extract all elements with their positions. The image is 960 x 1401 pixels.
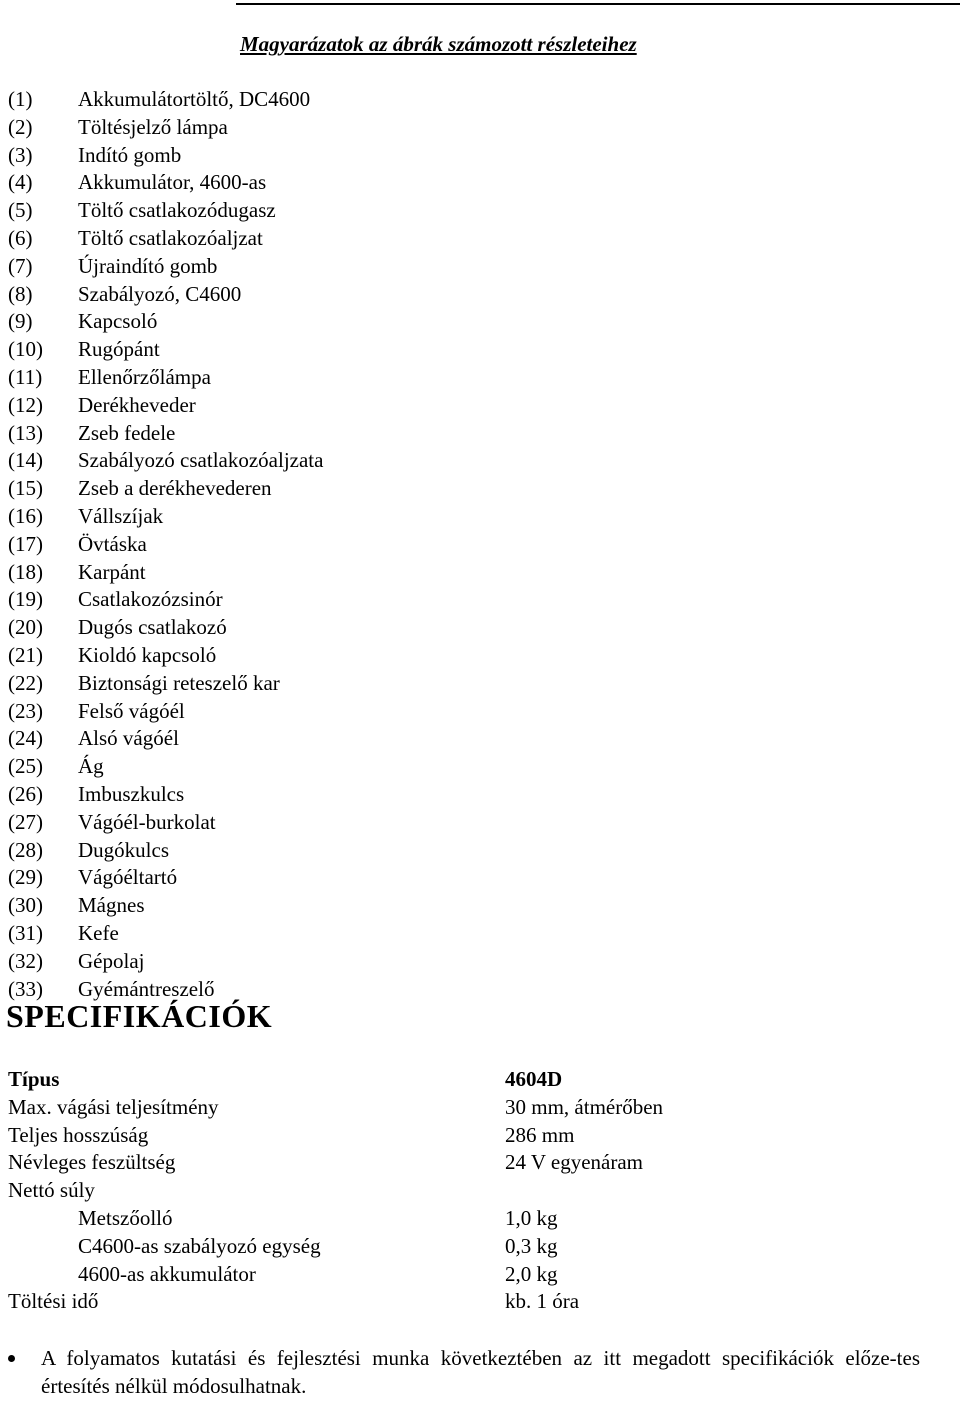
legend-number: (7) <box>8 253 33 278</box>
legend-item <box>8 920 323 948</box>
spec-label: Típus <box>8 1067 60 1091</box>
legend-item <box>8 864 323 892</box>
legend-label: Övtáska <box>78 531 147 556</box>
specification-note <box>8 1345 920 1401</box>
legend-item <box>8 753 323 781</box>
spec-value: 286 mm <box>505 1122 575 1147</box>
legend-number: (12) <box>8 392 43 417</box>
legend-item <box>8 586 323 614</box>
legend-number: (16) <box>8 503 43 528</box>
legend-item <box>8 336 323 364</box>
spec-label: C4600-as szabályozó egység <box>78 1233 321 1258</box>
legend-label: Vállszíjak <box>78 503 164 528</box>
legend-label: Zseb a derékhevederen <box>78 476 272 501</box>
legend-number: (3) <box>8 142 33 167</box>
legend-label: Töltésjelző lámpa <box>78 114 228 139</box>
legend-item <box>8 698 323 726</box>
spec-label: 4600-as akkumulátor <box>78 1261 256 1286</box>
legend-label: Szabályozó, C4600 <box>78 281 242 306</box>
legend-item <box>8 559 323 587</box>
legend-item <box>8 892 323 920</box>
spec-row <box>8 1233 948 1261</box>
legend-item <box>8 503 323 531</box>
spec-row <box>8 1288 948 1316</box>
legend-number: (30) <box>8 893 43 918</box>
legend-item <box>8 837 323 865</box>
specifications-table <box>8 1066 948 1316</box>
legend-label: Indító gomb <box>78 142 182 167</box>
spec-label: Töltési idő <box>8 1289 99 1314</box>
legend-item <box>8 531 323 559</box>
spec-row <box>8 1149 948 1177</box>
legend-label: Imbuszkulcs <box>78 781 185 806</box>
legend-item <box>8 142 323 170</box>
legend-item <box>8 308 323 336</box>
legend-item <box>8 948 323 976</box>
legend-item <box>8 114 323 142</box>
legend-number: (10) <box>8 337 43 362</box>
legend-label: Ág <box>78 754 104 779</box>
legend-number: (21) <box>8 642 43 667</box>
legend-number: (27) <box>8 809 43 834</box>
legend-item <box>8 809 323 837</box>
legend-label: Dugós csatlakozó <box>78 615 227 640</box>
legend-number: (15) <box>8 476 43 501</box>
legend-item <box>8 642 323 670</box>
legend-label: Kioldó kapcsoló <box>78 642 217 667</box>
spec-value: 24 V egyenáram <box>505 1150 644 1175</box>
legend-item <box>8 447 323 475</box>
legend-item <box>8 420 323 448</box>
legend-number: (13) <box>8 420 43 445</box>
legend-number: (20) <box>8 615 43 640</box>
legend-item <box>8 86 323 114</box>
legend-label: Töltő csatlakozódugasz <box>78 198 276 223</box>
spec-label: Metszőolló <box>78 1205 173 1230</box>
spec-label: Névleges feszültség <box>8 1150 176 1175</box>
legend-number: (11) <box>8 364 43 389</box>
specifications-title: SPECIFIKÁCIÓK <box>6 998 273 1034</box>
legend-list <box>8 86 323 1003</box>
legend-number: (8) <box>8 281 33 306</box>
legend-number: (26) <box>8 781 43 806</box>
legend-number: (17) <box>8 531 43 556</box>
legend-label: Gépolaj <box>78 948 145 973</box>
legend-number: (22) <box>8 670 43 695</box>
legend-item <box>8 169 323 197</box>
legend-number: (2) <box>8 114 33 139</box>
legend-label: Dugókulcs <box>78 837 169 862</box>
legend-number: (33) <box>8 976 43 1001</box>
spec-value: 30 mm, átmérőben <box>505 1094 664 1119</box>
legend-item <box>8 364 323 392</box>
legend-number: (9) <box>8 309 33 334</box>
note-text: A folyamatos kutatási és fejlesztési munka következtében az itt megadott specifikációk előze-tes értesítés nélkül módosulhatnak. <box>41 1346 920 1398</box>
spec-value: 4604D <box>505 1067 563 1091</box>
legend-number: (4) <box>8 170 33 195</box>
legend-item <box>8 475 323 503</box>
legend-label: Felső vágóél <box>78 698 185 723</box>
legend-number: (29) <box>8 865 43 890</box>
legend-number: (23) <box>8 698 43 723</box>
legend-label: Rugópánt <box>78 337 160 362</box>
spec-row <box>8 1177 948 1205</box>
spec-label: Teljes hosszúság <box>8 1122 149 1147</box>
legend-label: Akkumulátor, 4600-as <box>78 170 267 195</box>
spec-value: 1,0 kg <box>505 1205 558 1230</box>
top-rule <box>236 3 960 5</box>
legend-number: (5) <box>8 198 33 223</box>
legend-number: (6) <box>8 225 33 250</box>
legend-label: Akkumulátortöltő, DC4600 <box>78 87 311 111</box>
spec-row <box>8 1094 948 1122</box>
spec-row <box>8 1205 948 1233</box>
legend-label: Vágóél-burkolat <box>78 809 216 834</box>
spec-row <box>8 1261 948 1289</box>
legend-label: Mágnes <box>78 893 145 918</box>
legend-label: Derékheveder <box>78 392 196 417</box>
legend-item <box>8 253 323 281</box>
legend-item <box>8 781 323 809</box>
legend-number: (18) <box>8 559 43 584</box>
spec-label: Max. vágási teljesítmény <box>8 1094 219 1119</box>
legend-item <box>8 225 323 253</box>
legend-number: (24) <box>8 726 43 751</box>
legend-label: Biztonsági reteszelő kar <box>78 670 280 695</box>
legend-item <box>8 614 323 642</box>
legend-item <box>8 281 323 309</box>
legend-number: (28) <box>8 837 43 862</box>
legend-label: Karpánt <box>78 559 146 584</box>
legend-label: Alsó vágóél <box>78 726 179 751</box>
legend-number: (1) <box>8 87 33 111</box>
legend-number: (31) <box>8 920 43 945</box>
legend-number: (14) <box>8 448 43 473</box>
legend-number: (32) <box>8 948 43 973</box>
legend-label: Kapcsoló <box>78 309 158 334</box>
legend-label: Újraindító gomb <box>78 253 218 278</box>
legend-label: Gyémántreszelő <box>78 976 215 1001</box>
legend-item <box>8 197 323 225</box>
legend-item <box>8 725 323 753</box>
bullet-icon <box>8 1355 15 1362</box>
spec-row <box>8 1122 948 1150</box>
legend-item <box>8 392 323 420</box>
spec-row <box>8 1066 948 1094</box>
legend-label: Kefe <box>78 920 119 945</box>
spec-label: Nettó súly <box>8 1178 95 1203</box>
legend-number: (19) <box>8 587 43 612</box>
legend-item <box>8 670 323 698</box>
legend-number: (25) <box>8 754 43 779</box>
spec-value: 0,3 kg <box>505 1233 558 1258</box>
legend-label: Szabályozó csatlakozóaljzata <box>78 448 324 473</box>
legend-label: Zseb fedele <box>78 420 176 445</box>
legend-label: Töltő csatlakozóaljzat <box>78 225 263 250</box>
legend-label: Ellenőrzőlámpa <box>78 364 211 389</box>
legend-label: Csatlakozózsinór <box>78 587 223 612</box>
legend-label: Vágóéltartó <box>78 865 178 890</box>
spec-value: 2,0 kg <box>505 1261 558 1286</box>
spec-value: kb. 1 óra <box>505 1289 580 1314</box>
legend-heading: Magyarázatok az ábrák számozott részleteihez <box>240 32 637 56</box>
